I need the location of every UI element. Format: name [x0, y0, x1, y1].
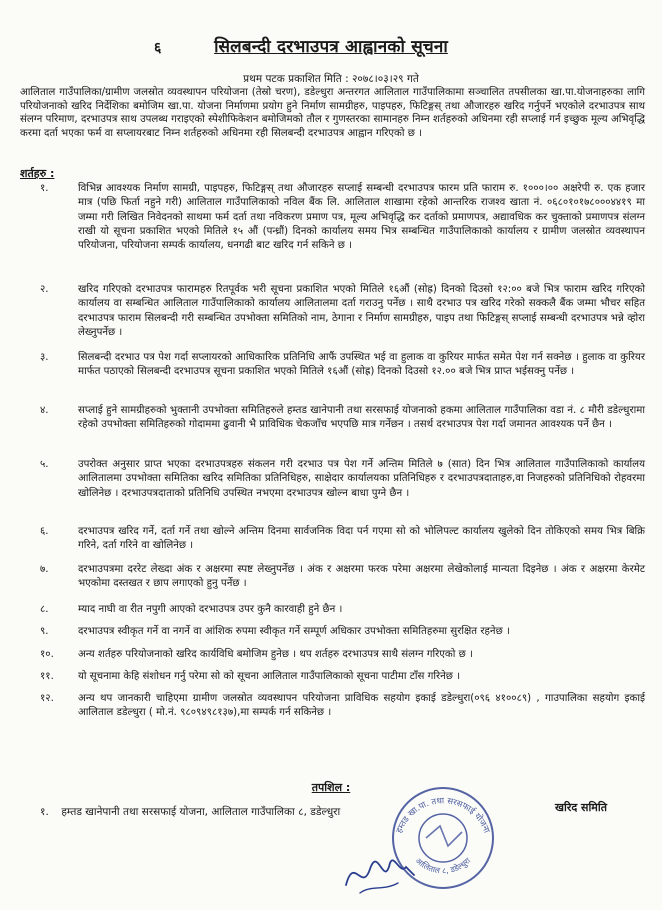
copy-number: १. — [40, 806, 49, 818]
notice-title: सिलबन्दी दरभाउपत्र आह्वानको सूचना — [214, 37, 448, 57]
signature — [340, 845, 420, 900]
signer-label: खरिद समिति — [555, 801, 607, 814]
condition-text: विभिन्न आवश्यक निर्माण सामग्री, पाइपहरु, फिटिङ्गस् तथा औजारहरु सप्लाई सम्बन्धी दरभाउपत्र फारम प्रति फाराम रु. १०००।०० अक्षरेपी रु. एक हजार मात्र (पछि फिर्ता नहुने गरी) आलिताल गाउँपालिकाको नविल बैंक लि. आलिताल शाखामा रहेको आन्तरिक राजश्व खाता नं. ०६८०१०१७८०००४४१९ मा जम्मा गरी लिखित निवेदनको साथमा फर्म दर्ता तथा नविकरण प्रमाण पत्र, मूल्य अभिवृद्धि कर दर्ताको प्रमाणपत्र, अद्यावधिक कर चुक्ताको प्रमाणपत्र संलग्न राखी यो सूचना प्रकाशित भएको मितिले १५ औं (पन्ध्रौं) दिनको कार्यालय समय भित्र सम्बन्धित गाउँपालिकाको कार्यालय र ग्रामीण जलस्रोत व्यवस्थापन परियोजना, परियोजना सम्पर्क कार्यालय, धनगढी बाट खरिद गर्न सकिने छ । — [78, 183, 645, 252]
condition-text: सिलबन्दी दरभाउ पत्र पेश गर्दा सप्लायरको आधिकारिक प्रतिनिधि आफैं उपस्थित भई वा हुलाक वा कुरियर मार्फत समेत पेश गर्न सक्नेछ । हुलाक वा कुरियर मार्फत पठाएको सिलबन्दी दरभाउपत्र सूचना प्रकाशित भएको मितिले १६औं (सोह्र) दिनको दिउसो १२.०० बजे भित्र प्राप्त भईसक्नु पर्नेछ । — [78, 352, 645, 378]
condition-number: १. — [40, 183, 49, 194]
copy-heading: तपशिल : — [311, 781, 351, 794]
condition-text: अन्य शर्तहरु परियोजनाको खरिद कार्यविधि बमोजिम हुनेछ । थप शर्तहरु दरभाउपत्र साथै संलग्न गरिएको छ । — [78, 649, 473, 660]
copy-item — [40, 805, 340, 819]
condition-number: ६. — [40, 526, 49, 537]
condition-text: यो सूचनामा केहि संशोधन गर्नु परेमा सो को सूचना आलिताल गाउँपालिकाको सूचना पाटीमा टाँस गरिनेछ । — [78, 671, 461, 682]
condition-text: दरभाउपत्र स्वीकृत गर्ने वा नगर्ने वा आंशिक रुपमा स्वीकृत गर्ने सम्पूर्ण अधिकार उपभोक्ता समितिहरुमा सुरक्षित रहनेछ । — [78, 626, 510, 637]
condition-number: ५. — [40, 459, 49, 470]
svg-text:आलिताल ८, डडेल्धुरा: आलिताल ८, डडेल्धुरा — [413, 856, 473, 876]
condition-text: म्याद नाघी वा रीत नपुगी आएको दरभाउपत्र उपर कुनै कारवाही हुने छैन । — [78, 604, 343, 615]
condition-number: ९. — [40, 626, 49, 637]
condition-number: १२. — [40, 693, 54, 704]
condition-number: १०. — [40, 649, 54, 660]
condition-number: ७. — [40, 564, 49, 575]
condition-text: खरिद गरिएको दरभाउपत्र फारामहरु रितपूर्वक भरी सूचना प्रकाशित भएको मितिले १६औं (सोह्र) दिनको दिउसो १२:०० बजे भित्र फाराम खरिद गरिएको कार्यालय वा सम्बन्धित आलिताल गाउँपालिकाको कार्यालय आलितालमा दर्ता गराउनु पर्नेछ । साथै दरभाउ पत्र खरिद गरेको सक्कलै बैंक जम्मा भौचर सहित दरभाउपत्र फाराम सिलबन्दी गरी सम्बन्धित उपभोक्ता समितिको नाम, ठेगाना र निर्माण सामग्रीहरु, पाइप तथा फिटिङ्गस् सप्लाई सम्बन्धी दरभाउपत्र भन्ने व्होरा लेख्नुपर्नेछ । — [78, 284, 645, 338]
condition-text: सप्लाई हुने सामग्रीहरुको भुक्तानी उपभोक्ता समितिहरुले हम्तड खानेपानी तथा सरसफाई योजनाको हकमा आलिताल गाउँपालिका वडा नं. ८ मौरी डडेल्धुरामा रहेको उपभोक्ता समितिहरुको गोदाममा ढुवानी भै प्राविधिक चेकजाँच भएपछि मात्र गर्नेछन । तसर्थ दरभाउपत्र पेश गर्दा जमानत आवश्यक पर्ने छैन । — [78, 405, 645, 431]
condition-number: २. — [40, 284, 49, 295]
condition-text: उपरोक्त अनुसार प्राप्त भएका दरभाउपत्रहरु संकलन गरी दरभाउ पत्र पेश गर्ने अन्तिम मितिले ७ (सात) दिन भित्र आलिताल गाउँपालिकाको कार्यालय आलितालमा उपभोक्ता समितिका खरिद समितिका प्रतिनिधिहरु, साक्षेदार कार्यालयका प्रतिनिधिहरु र दरभाउपत्रदाताहरु,वा निजहरुको प्रतिनिधिको रोहवरमा खोलिनेछ । दरभाउपत्रदाताको प्रतिनिधि उपस्थित नभएमा दरभाउपत्र खोल्न बाधा पुग्ने छैन । — [78, 459, 645, 499]
pen-mark: ६ — [154, 40, 162, 56]
conditions-heading: शर्तहरु : — [20, 167, 55, 180]
condition-text: अन्य थप जानकारी चाहिएमा ग्रामीण जलस्रोत व्यवस्थापन परियोजना प्राविधिक सहयोग इकाई डडेल्धुरा(०९६ ४१००८९) , गाउपालिका सहयोग इकाई आलिताल डडेल्धुरा ( मो.नं. ९८०९४९८१३७),मा सम्पर्क गर्न सकिनेछ । — [78, 693, 645, 719]
copy-text: हम्तड खानेपानी तथा सरसफाई योजना, आलिताल गाउँपालिका ८, डडेल्धुरा — [61, 806, 341, 818]
condition-number: ८. — [40, 604, 49, 615]
publication-date: प्रथम पटक प्रकाशित मिति : २०७८।०३।२९ गते — [243, 73, 419, 85]
condition-number: ११. — [40, 671, 54, 682]
condition-text: दरभाउपत्रमा दररेट लेख्दा अंक र अक्षरमा स्पष्ट लेख्नुपर्नेछ । अंक र अक्षरमा फरक परेमा अक्षरमा लेखेकोलाई मान्यता दिइनेछ । अंक र अक्षरमा केरमेट भएकोमा दस्तखत र छाप लगाएको हुनु पर्नेछ । — [78, 564, 645, 590]
condition-number: ४. — [40, 405, 49, 416]
intro-paragraph: आलिताल गाउँपालिका/ग्रामीण जलस्रोत व्यवस्थापन परियोजना (तेस्रो चरण), डडेल्धुरा अन्तरगत आलिताल गाउँपालिकामा सञ्चालित तपसीलका खा.पा.योजनाहरुका लागि परियोजनाको खरिद निर्देशिका बमोजिम खा.पा. योजना निर्माणमा प्रयोग हुने निर्माण सामग्रीहरु, पाइपहरु, फिटिङ्गस् तथा औजारहरु खरिद गर्नुपर्ने भएकोले दरभाउपत्र साथ संलग्न परिमाण, दरभाउपत्र साथ उपलब्ध गराइएको स्पेशीफिकेशन बमोजिमको तौल र गुणस्तरका सामानहरु निम्न शर्तहरुको अधिनमा रही सप्लाई गर्न इच्छुक मूल्य अभिवृद्धि करमा दर्ता भएका फर्म वा सप्लायरबाट निम्न शर्तहरुको अधिनमा रही सिलबन्दी दरभाउपत्र आह्वान गरिएको छ । — [20, 87, 645, 139]
svg-text:हम्तड खा.पा. तथा सरसफाई योजना: हम्तड खा.पा. तथा सरसफाई योजना — [394, 796, 492, 835]
condition-text: दरभाउपत्र खरिद गर्ने, दर्ता गर्ने तथा खोल्ने अन्तिम दिनमा सार्वजनिक विदा पर्न गएमा सो को भोलिपल्ट कार्यालय खुलेको दिन तोकिएको समय भित्र बिक्रि गरिने, दर्ता गरिने वा खोलिनेछ । — [78, 526, 645, 552]
condition-number: ३. — [40, 352, 49, 363]
